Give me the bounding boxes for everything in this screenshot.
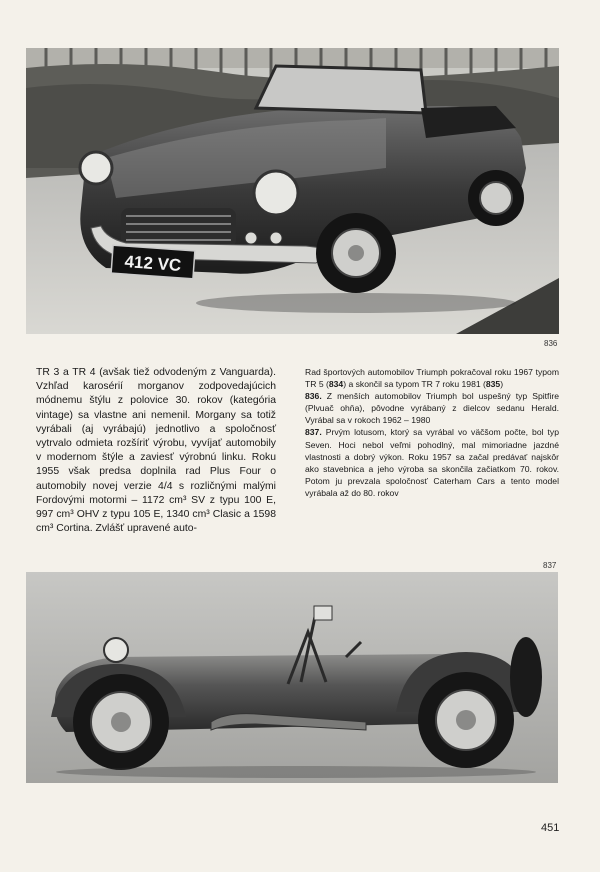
ref-835: 835 <box>485 379 501 390</box>
caption-836-text: Z menších automobilov Triumph bol uspešný typ Spitfire (Plvuač ohňa), pôvodne vyrábaný z dielcov sedanu Herald. Vyrábal sa v rokoch 1962 – 1980 <box>305 391 559 426</box>
left-column-text: TR 3 a TR 4 (avšak tiež odvodeným z Vanguarda). Vzhľad karosérií morganov zodpovedajúcich módnemu štýlu z polovice 30. rokov (kategória vintage) sa vlastne ani nemenil. Morgany sa totiž vyrábali (aj vyrábajú) jednotlivo a spoločnosť vytrvalo odmieta rozšíriť výrobu, vyvíjať automobily v modernom štýle a zaviesť výrobnú linku. Roku 1955 však predsa doplnila rad Plus Four o automobily novej verzie 4/4 s rozličnými malými Fordovými motormi – 1172 cm³ SV z typu 100 E, 997 cm³ OHV z typu 105 E, 1340 cm³ Clasic a 1598 cm³ Cortina. Zvlášť upravené auto- <box>36 367 276 535</box>
left-column <box>36 366 276 536</box>
photo-837 <box>26 572 558 783</box>
intro-text-c: ) <box>500 379 504 390</box>
intro-text-a: Rad športových automobilov Triumph pokračoval roku 1967 typom TR 5 ( <box>305 367 559 390</box>
roadster-photo-icon <box>26 48 559 334</box>
right-column <box>305 366 559 499</box>
figure-number-836: 836 <box>544 339 558 348</box>
intro-paragraph <box>305 366 559 390</box>
page-number: 451 <box>541 822 560 834</box>
ref-834: 834 <box>328 379 344 390</box>
caption-837 <box>305 426 559 499</box>
caption-836 <box>305 390 559 426</box>
intro-text-b: ) a skončil sa typom TR 7 roku 1981 ( <box>343 379 486 390</box>
lotus-seven-photo-icon <box>26 572 558 783</box>
photo-836 <box>26 48 559 334</box>
caption-836-label: 836. <box>305 391 322 402</box>
caption-837-label: 837. <box>305 427 322 438</box>
caption-837-text: Prvým lotusom, ktorý sa vyrábal vo väčšom počte, bol typ Seven. Hoci nebol veľmi pohodlný, mal mimoriadne jazdné vlastnosti a dobrý výkon. Roku 1957 sa začal predávať najskôr ako stavebnica a jeho výroba sa skončila začiatkom 70. rokov. Potom ju prevzala spoločnosť Caterham Cars a tento model vyrábala až do 80. rokov <box>305 427 559 498</box>
figure-number-837: 837 <box>543 561 557 570</box>
license-plate: 412 VC <box>123 252 182 275</box>
